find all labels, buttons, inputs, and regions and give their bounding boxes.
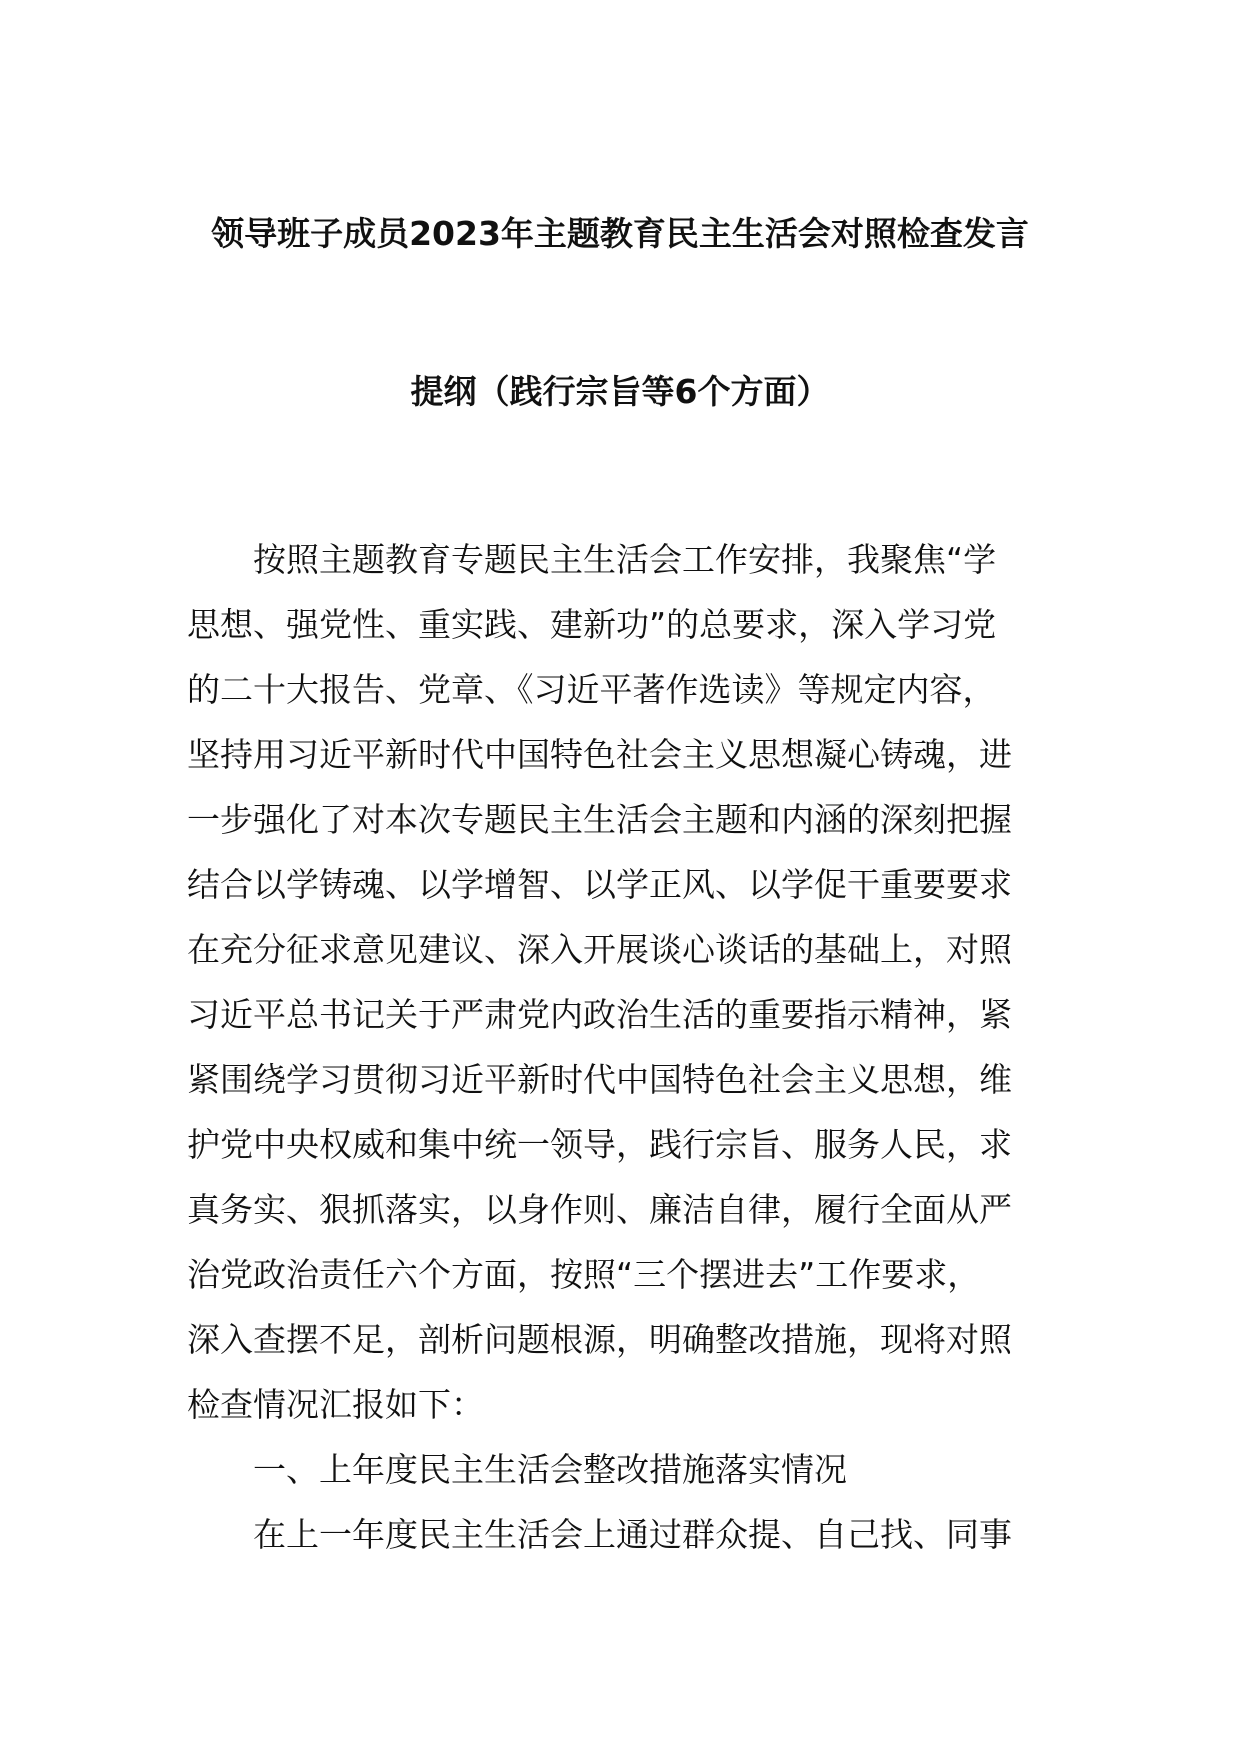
section-heading: 一、上年度民主生活会整改措施落实情况 xyxy=(253,1450,847,1489)
body-line: 坚持用习近平新时代中国特色社会主义思想凝心铸魂，进 xyxy=(187,735,1012,774)
body-line: 思想、强党性、重实践、建新功”的总要求，深入学习党 xyxy=(187,605,997,644)
body-line: 深入查摆不足，剖析问题根源，明确整改措施，现将对照 xyxy=(187,1320,1012,1359)
body-line: 检查情况汇报如下： xyxy=(187,1385,484,1424)
document-body xyxy=(187,527,1053,1567)
body-line: 紧围绕学习贯彻习近平新时代中国特色社会主义思想，维 xyxy=(187,1060,1012,1099)
body-line: 的二十大报告、党章、《习近平著作选读》等规定内容， xyxy=(187,670,996,709)
document-title-line-1: 领导班子成员2023年主题教育民主生活会对照检查发言 xyxy=(211,214,1029,253)
body-line: 一步强化了对本次专题民主生活会主题和内涵的深刻把握 xyxy=(187,800,1012,839)
body-line: 在充分征求意见建议、深入开展谈心谈话的基础上，对照 xyxy=(187,930,1012,969)
body-line: 护党中央权威和集中统一领导，践行宗旨、服务人民，求 xyxy=(187,1125,1012,1164)
document-title-line-2: 提纲（践行宗旨等6个方面） xyxy=(410,372,830,411)
body-line: 在上一年度民主生活会上通过群众提、自己找、同事 xyxy=(253,1515,1012,1554)
body-line: 按照主题教育专题民主生活会工作安排，我聚焦“学 xyxy=(253,540,997,579)
body-line: 习近平总书记关于严肃党内政治生活的重要指示精神，紧 xyxy=(187,995,1012,1034)
body-line: 真务实、狠抓落实，以身作则、廉洁自律，履行全面从严 xyxy=(187,1190,1012,1229)
body-line: 治党政治责任六个方面，按照“三个摆进去”工作要求， xyxy=(187,1255,981,1294)
body-line: 结合以学铸魂、以学增智、以学正风、以学促干重要要求 xyxy=(187,865,1012,904)
